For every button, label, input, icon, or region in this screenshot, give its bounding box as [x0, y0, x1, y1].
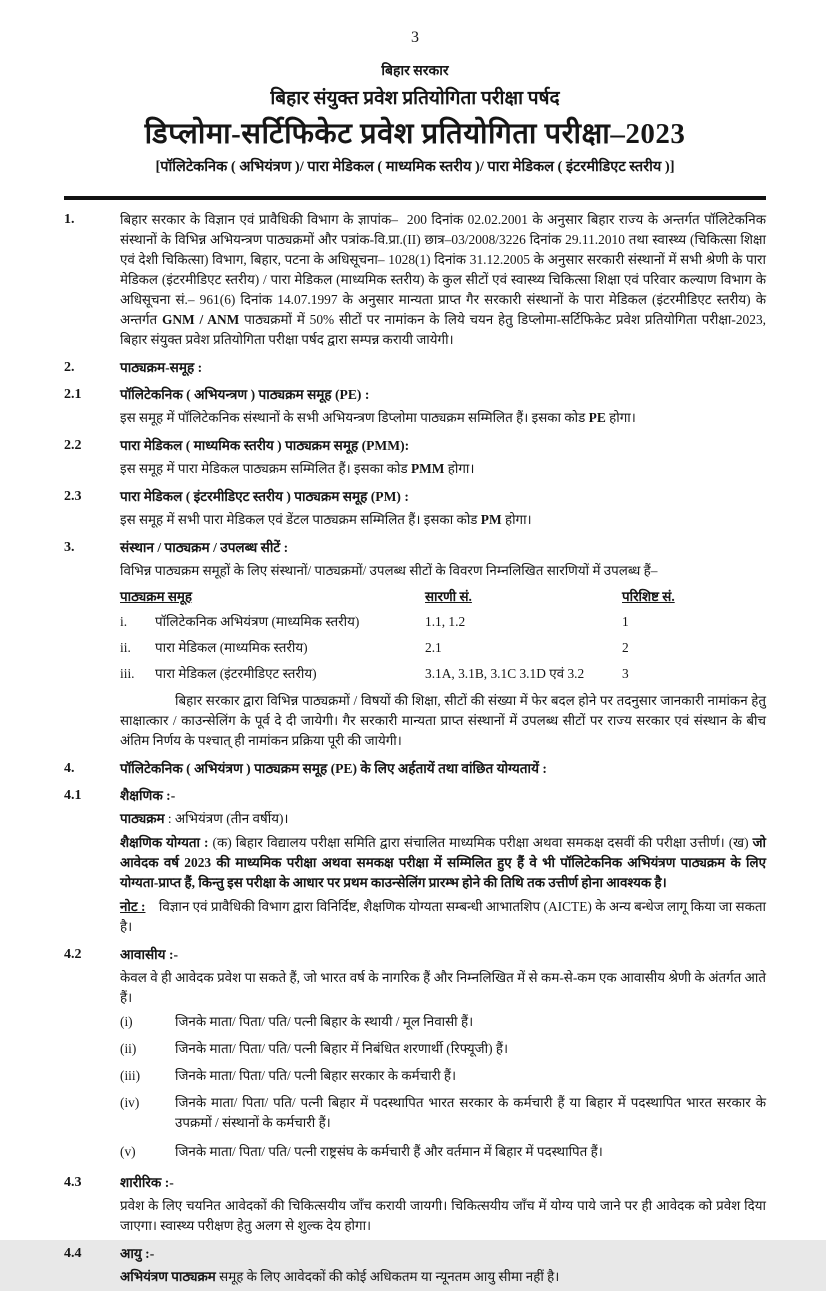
section-1	[64, 210, 766, 354]
table-row	[120, 635, 766, 661]
row-course-name: पारा मेडिकल (इंटरमीडिएट स्तरीय)	[155, 666, 317, 681]
section-4-heading: पॉलिटेकनिक ( अभियंत्रण ) पाठ्यक्रम समूह (PE) के लिए अर्हतायें तथा वांछित योग्यतायें :	[120, 761, 547, 776]
section-2-1-paragraph: इस समूह में पॉलिटेकनिक संस्थानों के सभी अभियन्त्रण डिप्लोमा पाठ्यक्रम सम्मिलित हैं। इसका कोड PE होगा।	[120, 410, 636, 425]
document-title: डिप्लोमा-सर्टिफिकेट प्रवेश प्रतियोगिता परीक्षा–2023	[144, 118, 686, 150]
item-marker: (iii)	[120, 1068, 141, 1083]
item-text: जिनके माता/ पिता/ पति/ पत्नी राष्ट्रसंघ के कर्मचारी हैं और वर्तमान में बिहार में पदस्थापित हैं।	[175, 1144, 603, 1159]
section-4-4	[64, 1244, 766, 1291]
row-numeral: iii.	[120, 666, 135, 681]
course-table	[120, 585, 766, 687]
section-2-3-paragraph: इस समूह में सभी पारा मेडिकल एवं डेंटल पाठ्यक्रम सम्मिलित हैं। इसका कोड PM होगा।	[120, 512, 532, 527]
section-2-heading: पाठ्यक्रम-समूह :	[120, 360, 203, 375]
section-2-1-heading: पॉलिटेकनिक ( अभियन्त्रण ) पाठ्यक्रम समूह (PE) :	[120, 387, 370, 402]
section-4-3	[64, 1173, 766, 1240]
row-course-name: पॉलिटेकनिक अभियंत्रण (माध्यमिक स्तरीय)	[155, 614, 360, 629]
list-item	[120, 1093, 766, 1137]
section-3	[64, 538, 766, 755]
section-4-4-heading: आयु :-	[120, 1246, 155, 1261]
section-2-3-number: 2.3	[64, 489, 82, 504]
row-table-no: 3.1A, 3.1B, 3.1C 3.1D एवं 3.2	[425, 666, 585, 681]
section-4-number: 4.	[64, 761, 75, 776]
section-4-1-heading: शैक्षणिक :-	[120, 788, 176, 803]
row-table-no: 2.1	[425, 640, 442, 655]
table-row	[120, 661, 766, 687]
section-4-3-number: 4.3	[64, 1175, 82, 1190]
section-4-3-heading: शारीरिक :-	[120, 1175, 174, 1190]
page-number: 3	[411, 29, 419, 46]
section-3-note: बिहार सरकार द्वारा विभिन्न पाठ्यक्रमों / विषयों की शिक्षा, सीटों की संख्या में फेर बदल होने पर तदनुसार जानकारी नामांकन हेतु साक्षात्कार / काउन्सेलिंग के पूर्व दे दी जायेगी। गैर सरकारी मान्यता प्राप्त संस्थानों में उपलब्ध सीटों पर राज्य सरकार एवं संस्थान के बीच अंतिम निर्णय के पश्चात् ही नामांकन प्रक्रिया पूरी की जायेगी।	[120, 693, 766, 748]
document-subtitle: [पॉलिटेकनिक ( अभियंत्रण )/ पारा मेडिकल ( माध्यमिक स्तरीय )/ पारा मेडिकल ( इंटरमीडिएट स्तरीय )]	[155, 159, 675, 175]
section-2-1	[64, 385, 766, 432]
item-marker: (v)	[120, 1144, 136, 1159]
course-table-header	[120, 585, 766, 609]
section-2-3-heading: पारा मेडिकल ( इंटरमीडिएट स्तरीय ) पाठ्यक्रम समूह (PM) :	[120, 489, 409, 504]
row-appendix-no: 2	[622, 640, 629, 655]
section-2-1-number: 2.1	[64, 387, 82, 402]
section-4-2-heading: आवासीय :-	[120, 947, 179, 962]
row-numeral: i.	[120, 614, 128, 629]
section-4	[64, 759, 766, 782]
section-2-2-number: 2.2	[64, 438, 82, 453]
section-3-heading: संस्थान / पाठ्यक्रम / उपलब्ध सीटें :	[120, 540, 289, 555]
eligibility-paragraph: शैक्षणिक योग्यता : (क) बिहार विद्यालय परीक्षा समिति द्वारा संचालित माध्यमिक परीक्षा अथवा समकक्ष दसवीं की परीक्षा उत्तीर्ण। (ख) जो आवेदक वर्ष 2023 की माध्यमिक परीक्षा अथवा समकक्ष परीक्षा में सम्मिलित हुए हैं वे भी पॉलिटेकनिक अभियंत्रण पाठ्यक्रम के लिए योग्यता-प्राप्त हैं, किन्तु इस परीक्षा के आधार पर प्रथम काउन्सेलिंग प्रारम्भ होने की तिथि तक उत्तीर्ण होना आवश्यक है।	[120, 835, 766, 890]
item-text: जिनके माता/ पिता/ पति/ पत्नी बिहार में निबंधित शरणार्थी (रिफ्यूजी) हैं।	[175, 1041, 509, 1056]
section-4-1-number: 4.1	[64, 788, 82, 803]
section-3-intro: विभिन्न पाठ्यक्रम समूहों के लिए संस्थानों/ पाठ्यक्रमों/ उपलब्ध सीटों के विवरण निम्नलिखित सारणियों में उपलब्ध हैं–	[120, 563, 658, 578]
item-marker: (iv)	[120, 1095, 140, 1110]
age-paragraph: अभियंत्रण पाठ्यक्रम समूह के लिए आवेदकों की कोई अधिकतम या न्यूनतम आयु सीमा नहीं है।	[120, 1269, 560, 1284]
section-2-3	[64, 487, 766, 534]
row-appendix-no: 1	[622, 614, 629, 629]
section-4-1	[64, 786, 766, 941]
medical-check-paragraph: प्रवेश के लिए चयनित आवेदकों की चिकित्सयीय जाँच करायी जायगी। चिकित्सयीय जाँच में योग्य पाये जाने पर ही आवेदक को प्रवेश दिया जाएगा। स्वास्थ्य परीक्षण हेतु अलग से शुल्क देय होगा।	[120, 1198, 766, 1233]
column-course-group: पाठ्यक्रम समूह	[120, 589, 193, 604]
list-item	[120, 1066, 766, 1090]
row-numeral: ii.	[120, 640, 131, 655]
table-row	[120, 609, 766, 635]
section-1-paragraph: बिहार सरकार के विज्ञान एवं प्रावैधिकी विभाग के ज्ञापांक– 200 दिनांक 02.02.2001 के अनुसार बिहार राज्य के अन्तर्गत पॉलिटेकनिक संस्थानों के विभिन्न अभियन्त्रण पाठ्यक्रमों और पत्रांक-वि.प्रा.(II) छात्र–03/2008/3226 दिनांक 29.11.2010 तथा स्वास्थ्य (चिकित्सा शिक्षा एवं देशी चिकित्सा) विभाग, बिहार, पटना के अधिसूचना– 1028(1) दिनांक 31.12.2005 के अनुसार सरकारी संस्थानों में सभी श्रेणी के पारा मेडिकल (इंटरमीडिएट स्तरीय) / पारा मेडिकल (माध्यमिक स्तरीय) के कुल सीटों एवं स्वास्थ्य चिकित्सा शिक्षा एवं परिवार कल्याण विभाग के अधिसूचना सं.– 961(6) दिनांक 14.07.1997 के अनुसार मान्यता प्राप्त गैर सरकारी संस्थानों के पारा मेडिकल (इंटरमीडिएट स्तरीय) के अन्तर्गत GNM / ANM पाठ्यक्रमों में 50% सीटों पर नामांकन के लिये चयन हेतु डिप्लोमा-सर्टिफिकेट प्रवेश प्रतियोगिता परीक्षा-2023, बिहार संयुक्त प्रवेश प्रतियोगिता परीक्षा पर्षद द्वारा सम्पन्न करायी जायेगी।	[120, 212, 766, 347]
section-2-2	[64, 436, 766, 483]
item-text: जिनके माता/ पिता/ पति/ पत्नी बिहार के स्थायी / मूल निवासी हैं।	[175, 1014, 474, 1029]
section-4-2	[64, 945, 766, 1169]
section-1-number: 1.	[64, 212, 75, 227]
note-paragraph: नोट : विज्ञान एवं प्रावैधिकी विभाग द्वारा विनिर्दिष्ट, शैक्षणिक योग्यता सम्बन्धी आभातशिप (AICTE) के अन्य बन्धेज लागू किया जा सकता है।	[120, 899, 766, 934]
section-2	[64, 358, 766, 381]
row-appendix-no: 3	[622, 666, 629, 681]
item-text: जिनके माता/ पिता/ पति/ पत्नी बिहार में पदस्थापित भारत सरकार के कर्मचारी हैं या बिहार में पदस्थापित भारत सरकार के उपक्रमों / संस्थानों के कर्मचारी हैं।	[175, 1095, 766, 1130]
section-4-2-number: 4.2	[64, 947, 82, 962]
section-2-number: 2.	[64, 360, 75, 375]
row-course-name: पारा मेडिकल (माध्यमिक स्तरीय)	[155, 640, 308, 655]
item-marker: (ii)	[120, 1041, 137, 1056]
row-table-no: 1.1, 1.2	[425, 614, 466, 629]
item-text: जिनके माता/ पिता/ पति/ पत्नी बिहार सरकार के कर्मचारी हैं।	[175, 1068, 457, 1083]
section-2-2-paragraph: इस समूह में पारा मेडिकल पाठ्यक्रम सम्मिलित हैं। इसका कोड PMM होगा।	[120, 461, 475, 476]
column-table-no: सारणी सं.	[425, 589, 472, 604]
government-name: बिहार सरकार	[381, 64, 449, 79]
divider-rule	[64, 196, 766, 200]
list-item	[120, 1142, 766, 1166]
course-line: पाठ्यक्रम : अभियंत्रण (तीन वर्षीय)।	[120, 811, 289, 826]
board-name: बिहार संयुक्त प्रवेश प्रतियोगिता परीक्षा पर्षद	[270, 88, 560, 109]
section-3-number: 3.	[64, 540, 75, 555]
section-2-2-heading: पारा मेडिकल ( माध्यमिक स्तरीय ) पाठ्यक्रम समूह (PMM):	[120, 438, 410, 453]
section-4-4-number: 4.4	[64, 1246, 82, 1261]
residency-intro: केवल वे ही आवेदक प्रवेश पा सकते हैं, जो भारत वर्ष के नागरिक हैं और निम्नलिखित में से कम-से-कम एक आवासीय श्रेणी के अंतर्गत आते हैं।	[120, 970, 766, 1005]
column-appendix-no: परिशिष्ट सं.	[622, 589, 675, 604]
list-item	[120, 1039, 766, 1063]
list-item	[120, 1012, 766, 1036]
item-marker: (i)	[120, 1014, 133, 1029]
